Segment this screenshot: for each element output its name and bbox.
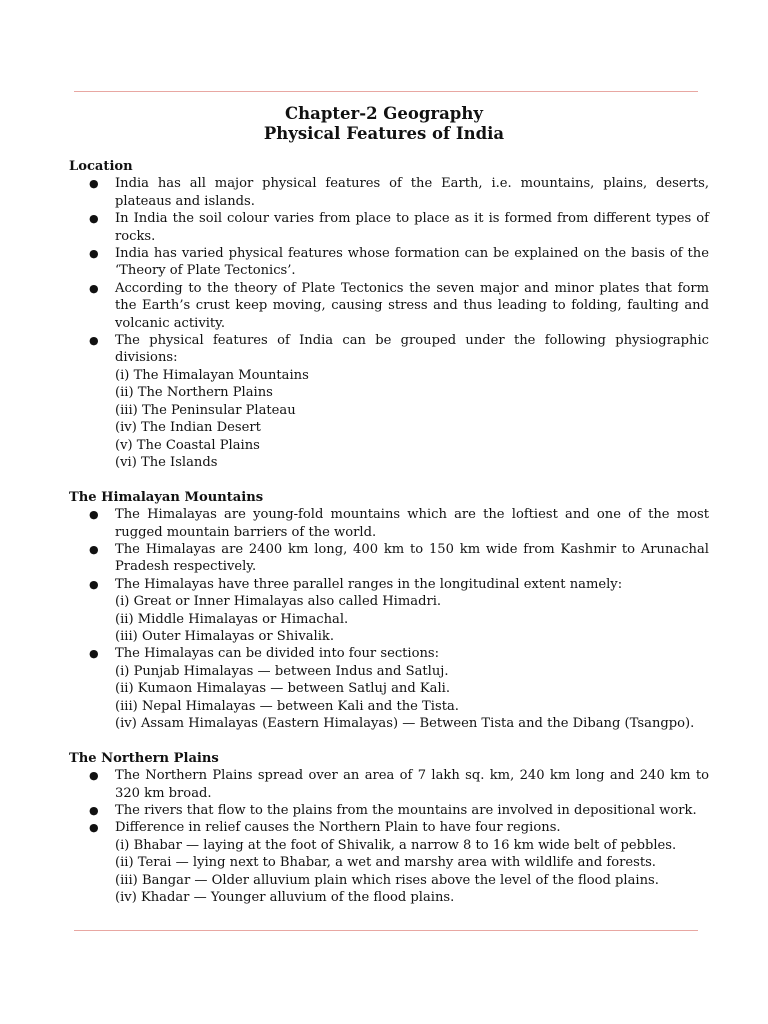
list-item — [69, 576, 709, 646]
footer-rule — [74, 930, 698, 931]
sub-item: (iii) Bangar — Older alluvium plain which rises above the level of the flood plains. — [115, 872, 659, 888]
list-item — [69, 245, 709, 280]
bullet-list — [69, 767, 709, 906]
list-item — [69, 802, 709, 819]
list-item-text: The Northern Plains spread over an area of 7 lakh sq. km, 240 km long and 240 km to 320 km broad. — [115, 768, 709, 801]
bullet-icon: ● — [89, 247, 99, 261]
list-item — [69, 645, 709, 732]
sub-item: (iii) The Peninsular Plateau — [115, 402, 296, 418]
list-item-text: India has all major physical features of the Earth, i.e. mountains, plains, deserts, plateaus and islands. — [115, 176, 709, 209]
list-item — [69, 175, 709, 210]
list-item-text: The Himalayas are young-fold mountains which are the loftiest and one of the most rugged mountain barriers of the world. — [115, 507, 709, 540]
title-line-2: Physical Features of India — [263, 124, 505, 143]
bullet-icon: ● — [89, 177, 99, 191]
sub-item: (iv) The Indian Desert — [115, 420, 261, 436]
section-heading: Location — [69, 159, 133, 174]
section — [69, 750, 709, 907]
sub-item: (ii) Terai — lying next to Bhabar, a wet and marshy area with wildlife and forests. — [115, 855, 656, 871]
bullet-icon: ● — [89, 281, 99, 295]
bullet-icon: ● — [89, 508, 99, 522]
section — [69, 158, 709, 471]
bullet-list — [69, 175, 709, 471]
bullet-icon: ● — [89, 769, 99, 783]
bullet-icon: ● — [89, 804, 99, 817]
list-item-text: India has varied physical features whose formation can be explained on the basis of the ‘Theory of Plate Tectonics’. — [115, 246, 709, 279]
sub-item: (iv) Khadar — Younger alluvium of the flood plains. — [115, 890, 455, 906]
bullet-list — [69, 506, 709, 732]
header-rule — [74, 91, 698, 92]
chapter-title — [0, 104, 768, 144]
section — [69, 489, 709, 733]
list-item-text: The physical features of India can be grouped under the following physiographic divisions: — [115, 333, 709, 366]
bullet-icon: ● — [89, 647, 99, 661]
sub-item: (iv) Assam Himalayas (Eastern Himalayas) — Between Tista and the Dibang (Tsangpo). — [115, 715, 695, 731]
sub-item: (iii) Outer Himalayas or Shivalik. — [115, 628, 335, 644]
bullet-icon: ● — [89, 212, 99, 226]
list-item-text: Difference in relief causes the Northern Plain to have four regions. — [115, 820, 561, 836]
sub-item: (i) The Himalayan Mountains — [115, 367, 309, 383]
bullet-icon: ● — [89, 821, 99, 835]
section-heading: The Northern Plains — [69, 750, 219, 766]
list-item-text: The Himalayas are 2400 km long, 400 km to 150 km wide from Kashmir to Arunachal Pradesh respectively. — [115, 541, 709, 575]
list-item-text: In India the soil colour varies from place to place as it is formed from different types of rocks. — [115, 211, 709, 244]
list-item — [69, 819, 709, 906]
list-item — [69, 210, 709, 245]
sub-item: (v) The Coastal Plains — [115, 437, 260, 453]
sub-item: (ii) Middle Himalayas or Himachal. — [115, 611, 349, 627]
document-body — [69, 158, 709, 906]
sub-item: (iii) Nepal Himalayas — between Kali and the Tista. — [115, 698, 459, 714]
sub-item: (vi) The Islands — [115, 454, 218, 470]
sub-item: (ii) Kumaon Himalayas — between Satluj and Kali. — [115, 681, 451, 697]
sub-item: (i) Bhabar — laying at the foot of Shivalik, a narrow 8 to 16 km wide belt of pebbles. — [115, 837, 677, 853]
list-item-text: According to the theory of Plate Tectonics the seven major and minor plates that form the Earth’s crust keep moving, causing stress and thus leading to folding, faulting and volcanic activity. — [115, 280, 709, 331]
bullet-icon: ● — [89, 577, 99, 591]
list-item — [69, 541, 709, 576]
list-item — [69, 332, 709, 471]
list-item — [69, 767, 709, 802]
sub-item: (i) Punjab Himalayas — between Indus and Satluj. — [115, 663, 449, 679]
sub-item: (i) Great or Inner Himalayas also called Himadri. — [115, 594, 442, 610]
list-item-text: The rivers that flow to the plains from the mountains are involved in depositional work. — [115, 803, 697, 818]
list-item-text: The Himalayas have three parallel ranges in the longitudinal extent namely: — [115, 576, 623, 592]
bullet-icon: ● — [89, 542, 99, 556]
title-line-1: Chapter-2 Geography — [285, 104, 483, 123]
list-item — [69, 506, 709, 541]
bullet-icon: ● — [89, 334, 99, 348]
list-item-text: The Himalayas can be divided into four sections: — [115, 646, 440, 662]
list-item — [69, 280, 709, 332]
section-heading: The Himalayan Mountains — [69, 489, 264, 505]
sub-item: (ii) The Northern Plains — [115, 385, 273, 401]
